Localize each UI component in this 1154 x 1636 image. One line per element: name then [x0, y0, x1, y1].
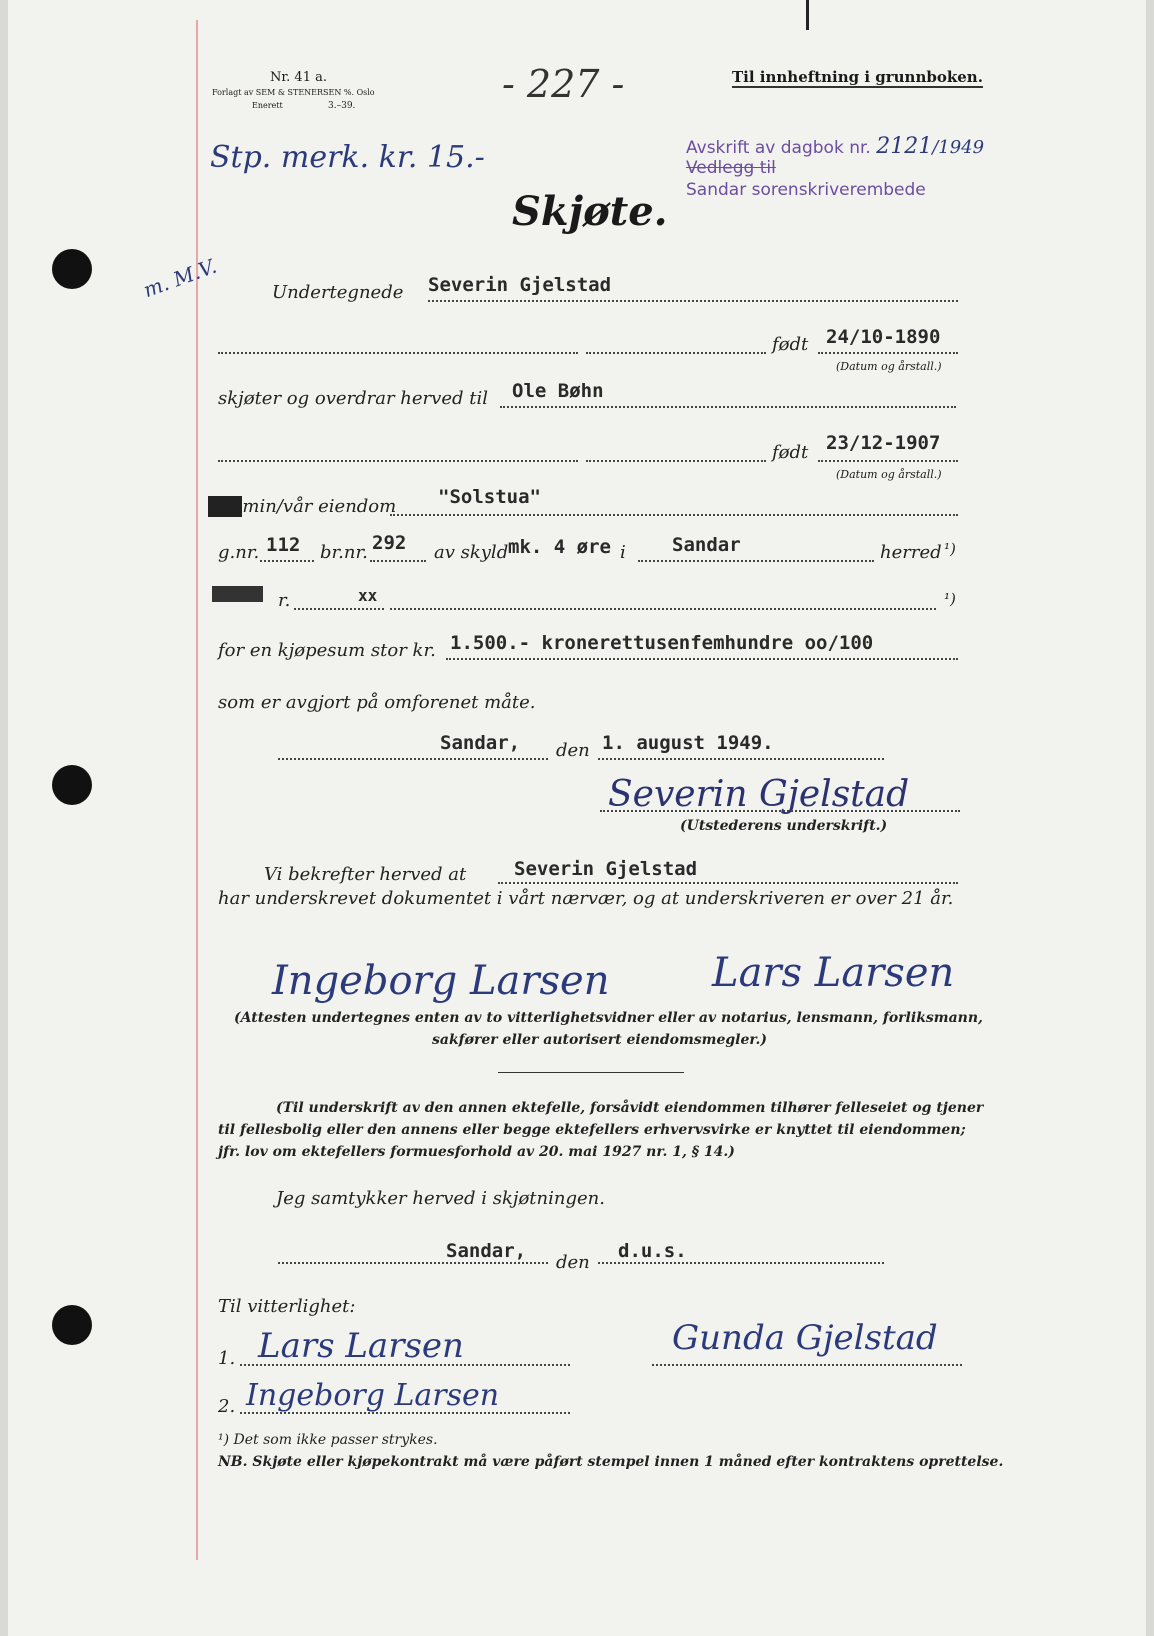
field-line	[598, 758, 884, 760]
punch-hole	[52, 765, 92, 805]
matr-label-text: r.	[278, 590, 291, 611]
field-line	[260, 560, 314, 562]
confirm-label: Vi bekrefter herved at	[264, 864, 467, 885]
witness-label: Til vitterlighet:	[218, 1296, 356, 1317]
date: 1. august 1949.	[602, 732, 774, 754]
undersigned-label: Undertegnede	[272, 282, 404, 303]
matr-label: xxxxxx	[212, 586, 263, 602]
witness-signature-2: Lars Larsen	[712, 950, 955, 996]
bnr-value: 292	[372, 532, 407, 554]
field-line	[818, 460, 958, 462]
witness-1-signature: Lars Larsen	[258, 1326, 464, 1366]
bnr-label: br.nr.	[320, 542, 368, 563]
witness-2-signature: Ingeborg Larsen	[246, 1378, 500, 1413]
margin-rule	[196, 20, 198, 1560]
footnote-mark: ¹)	[944, 540, 956, 558]
field-line	[600, 810, 960, 812]
property-label: minmin/vår eiendom	[208, 496, 397, 517]
settled-text: som er avgjort på omforenet måte.	[218, 692, 536, 713]
field-line	[218, 460, 578, 462]
den-label-2: den	[556, 1252, 590, 1273]
field-line	[390, 608, 936, 610]
publisher-line: Forlagt av SEM & STENERSEN %. Oslo	[212, 88, 375, 97]
stamp-line-3: Sandar sorenskriverembede	[686, 180, 926, 200]
born-label: født	[772, 334, 809, 355]
stamp-prefix: Avskrift av	[686, 138, 776, 158]
gnr-label: g.nr.	[218, 542, 260, 563]
divider	[498, 1072, 684, 1073]
den-label: den	[556, 740, 590, 761]
field-line	[278, 758, 548, 760]
seller-name: Severin Gjelstad	[428, 274, 612, 296]
issuer-signature: Severin Gjelstad	[608, 774, 910, 815]
footnote-mark-2: ¹)	[944, 590, 956, 608]
punch-hole	[52, 249, 92, 289]
i-label: i	[620, 542, 626, 563]
buyer-name: Ole Bøhn	[512, 380, 604, 402]
witness-1-number: 1.	[218, 1348, 236, 1369]
confirm-name: Severin Gjelstad	[514, 858, 698, 880]
copyright-line: Enerett	[252, 101, 283, 110]
footnote-1: ¹) Det som ikke passer strykes.	[218, 1432, 438, 1448]
filing-note: Til innheftning i grunnboken.	[732, 68, 983, 86]
field-line	[446, 658, 958, 660]
edge-mark	[806, 0, 809, 30]
skyld-value: mk. 4 øre	[508, 536, 611, 558]
attest-note-2: sakfører eller autorisert eiendomsmegler.)	[432, 1032, 767, 1048]
field-line	[428, 300, 958, 302]
page-number: - 227 -	[502, 62, 625, 106]
price-value: 1.500.- kronerettusenfemhundre oo/100	[450, 632, 874, 654]
spouse-note-3: jfr. lov om ektefellers formuesforhold av 20. mai 1927 nr. 1, § 14.)	[218, 1144, 735, 1160]
place-2: Sandar,	[446, 1240, 527, 1262]
journal-number: 2121	[876, 134, 933, 159]
stamp-line-2: Vedlegg til	[686, 158, 776, 178]
issuer-caption: (Utstederens underskrift.)	[680, 818, 888, 834]
spouse-note-1: (Til underskrift av den annen ektefelle, forsåvidt eiendommen tilhører felleseiet og tjener	[276, 1100, 984, 1116]
field-line	[818, 352, 958, 354]
margin-initials: m. M.V.	[140, 253, 220, 303]
stamp-duty-note: Stp. merk. kr. 15.-	[210, 140, 485, 175]
field-line	[586, 460, 766, 462]
field-line	[498, 882, 958, 884]
place: Sandar,	[440, 732, 521, 754]
field-line	[370, 560, 426, 562]
witness-2-number: 2.	[218, 1396, 236, 1417]
spouse-note-2: til fellesbolig eller den annens eller begge ektefellers erhvervsvirke er knyttet til eiendommen;	[218, 1122, 966, 1138]
born-label-2: født	[772, 442, 809, 463]
deed-page	[8, 0, 1146, 1636]
field-line	[500, 406, 956, 408]
date-hint: (Datum og årstall.)	[836, 360, 942, 373]
field-line	[652, 1364, 962, 1366]
stamp-mid: dagbok nr.	[780, 138, 871, 158]
buyer-born: 23/12-1907	[826, 432, 941, 454]
witness-signature-1: Ingeborg Larsen	[272, 958, 610, 1004]
herred-label: herred	[880, 542, 942, 563]
punch-hole	[52, 1305, 92, 1345]
matr-value: xx	[358, 586, 378, 605]
footnote-nb: NB. Skjøte eller kjøpekontrakt må være påført stempel innen 1 måned efter kontraktens oprettelse.	[218, 1454, 1004, 1470]
document-title: Skjøte.	[512, 188, 668, 235]
price-label: for en kjøpesum stor kr.	[218, 640, 436, 661]
copyright-date: 3.–39.	[328, 101, 356, 111]
registry-stamp: Avskrift av dagbok nr. 2121/1949	[686, 134, 985, 159]
seller-born: 24/10-1890	[826, 326, 941, 348]
attest-note-1: (Attesten undertegnes enten av to vitterlighetsvidner eller av notarius, lensmann, forliksmann,	[234, 1010, 983, 1026]
municipality: Sandar	[672, 534, 741, 556]
date-hint-2: (Datum og årstall.)	[836, 468, 942, 481]
field-line	[586, 352, 766, 354]
skyld-label: av skyld	[434, 542, 509, 563]
form-number: Nr. 41 a.	[270, 70, 327, 85]
date-2: d.u.s.	[618, 1240, 687, 1262]
field-line	[278, 1262, 548, 1264]
field-line	[294, 608, 384, 610]
confirm-text: har underskrevet dokumentet i vårt nærvær, og at underskriveren er over 21 år.	[218, 888, 954, 909]
field-line	[598, 1262, 884, 1264]
field-line	[638, 560, 874, 562]
gnr-value: 112	[266, 534, 301, 556]
spouse-signature: Gunda Gjelstad	[672, 1318, 938, 1358]
field-line	[390, 514, 958, 516]
field-line	[218, 352, 578, 354]
property-name: "Solstua"	[438, 486, 541, 508]
conveys-label: skjøter og overdrar herved til	[218, 388, 488, 409]
journal-year: 1949	[938, 137, 985, 158]
consent-text: Jeg samtykker herved i skjøtningen.	[276, 1188, 605, 1209]
